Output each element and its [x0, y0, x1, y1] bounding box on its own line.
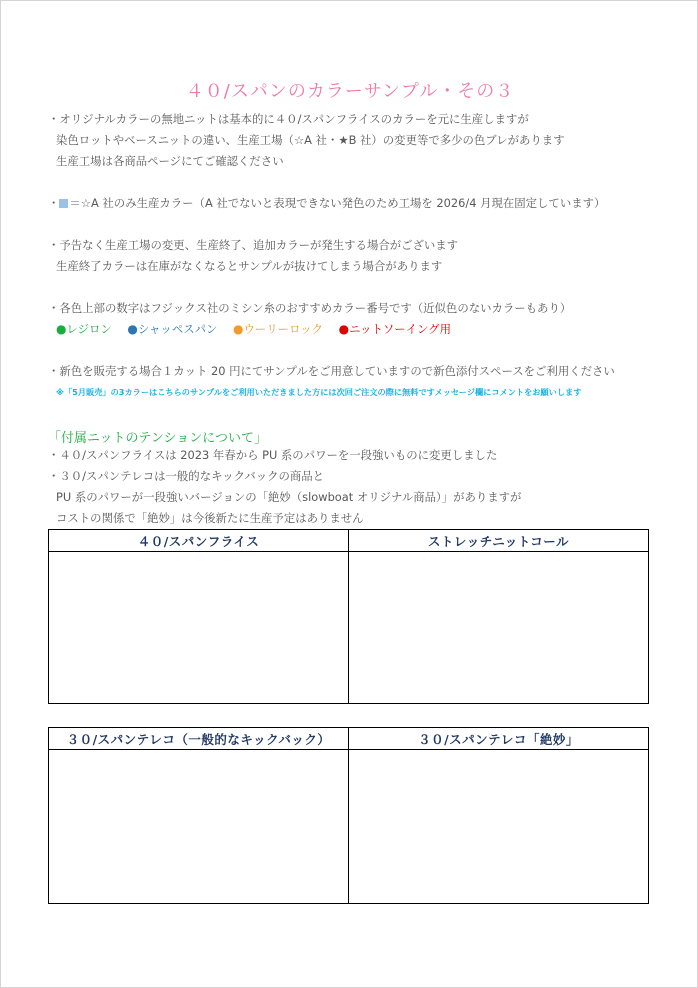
sample-table-1 [48, 529, 649, 704]
sample-space-stretch-knit-cord [349, 552, 649, 704]
green-dot-icon: ● [56, 322, 67, 336]
intro-line-1: ・オリジナルカラーの無地ニットは基本的に４０/スパンフライスのカラーを元に生産しますが [48, 112, 529, 126]
new-color-note: ・新色を販売する場合１カット 20 円にてサンプルをご用意していますので新色添付スペースをご利用ください [48, 364, 615, 378]
legend-label: ニットソーイング用 [349, 322, 451, 336]
may-sale-note: ※「5月販売」の3カラーはこちらのサンプルをご利用いただきました方には次回ご注文の際に無料ですメッセージ欄にコメントをお願いします [56, 387, 582, 397]
sample-space-30-spun-telecot-standard [49, 750, 349, 904]
orange-dot-icon: ● [233, 322, 244, 336]
red-dot-icon: ● [338, 322, 350, 336]
header-stretch-knit-cord: ストレッチニットコール [349, 530, 649, 552]
tension-line-3: PU 系のパワーが一段強いバージョンの「絶妙（slowboat オリジナル商品）」がありますが [56, 490, 522, 504]
header-30-spun-telecot-standard: ３０/スパンテレコ（一般的なキックバック） [49, 728, 349, 750]
intro-line-3: 生産工場は各商品ページにてご確認ください [56, 154, 284, 168]
sample-space-30-spun-telecot-zetsumyo [349, 750, 649, 904]
legend-item-schappe-spun [127, 322, 217, 336]
page-title: ４０/スパンのカラーサンプル・その３ [185, 81, 515, 102]
legend-item-resilon [56, 322, 112, 336]
fujix-note: ・各色上部の数字はフジックス社のミシン糸のおすすめカラー番号です（近似色のないカラーもあり） [48, 301, 572, 315]
blue-dot-icon: ● [127, 322, 138, 336]
bullet: ・ [48, 196, 60, 210]
sample-table-2 [48, 727, 649, 904]
legend-label: レジロン [66, 322, 112, 336]
legend-label: シャッペスパン [137, 322, 218, 336]
header-40-spun-fraise: ４０/スパンフライス [49, 530, 349, 552]
legend-item-knit-sewing [339, 322, 451, 336]
a-only-note [48, 196, 605, 210]
thread-legend [56, 322, 463, 336]
sample-space-40-spun-fraise [49, 552, 349, 704]
a-only-color-square-icon [59, 199, 68, 208]
legend-label: ウーリーロック [243, 322, 324, 336]
legend-item-wooly-lock [233, 322, 323, 336]
header-30-spun-telecot-zetsumyo: ３０/スパンテレコ「絶妙」 [349, 728, 649, 750]
intro-line-2: 染色ロットやベースニットの違い、生産工場（☆A 社・★B 社）の変更等で多少の色ブレがあります [56, 133, 565, 147]
tension-heading: 「付属ニットのテンションについて」 [48, 431, 267, 446]
change-note-2: 生産終了カラーは在庫がなくなるとサンプルが抜けてしまう場合があります [56, 259, 443, 273]
tension-line-4: コストの関係で「絶妙」は今後新たに生産予定はありません [56, 511, 364, 525]
a-only-note-text: ＝☆A 社のみ生産カラー（A 社でないと表現できない発色のため工場を 2026/4 月現在固定しています） [69, 196, 606, 210]
tension-line-1: ・４０/スパンフライスは 2023 年春から PU 系のパワーを一段強いものに変更しました [48, 448, 498, 462]
tension-line-2: ・３０/スパンテレコは一般的なキックバックの商品と [48, 469, 325, 483]
change-note-1: ・予告なく生産工場の変更、生産終了、追加カラーが発生する場合がございます [48, 238, 459, 252]
